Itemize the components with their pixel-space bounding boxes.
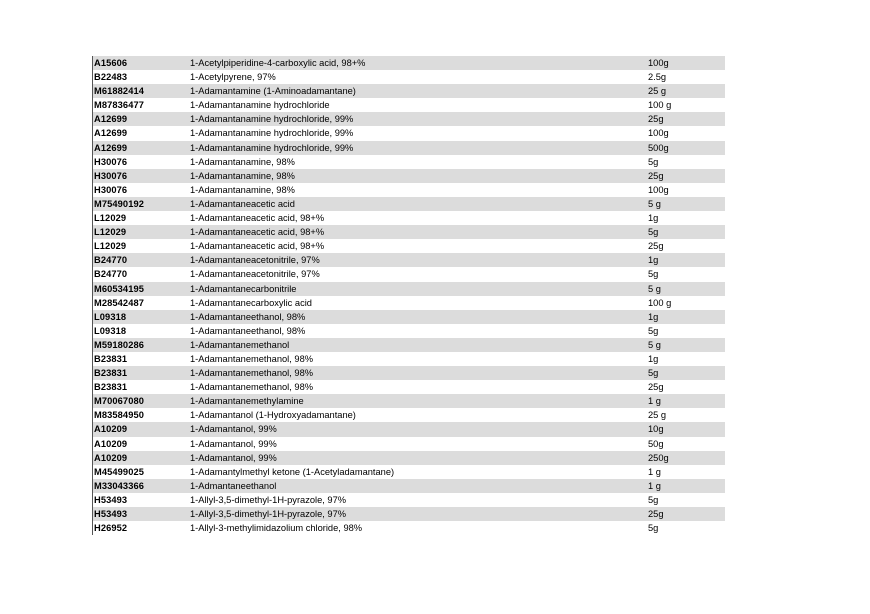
pack-size-cell: 100g bbox=[648, 58, 669, 68]
table-row bbox=[93, 352, 725, 366]
product-description-cell: 1-Adamantaneacetic acid, 98+% bbox=[190, 227, 325, 238]
product-code-cell: M60534195 bbox=[94, 283, 145, 294]
pack-size-cell: 1 g bbox=[648, 480, 661, 491]
pack-size-cell: 1 g bbox=[648, 396, 661, 407]
pack-size-cell: 1 g bbox=[648, 466, 661, 477]
product-code-cell: H30076 bbox=[94, 184, 128, 195]
table-row bbox=[93, 366, 725, 380]
product-code-cell: M83584950 bbox=[94, 410, 145, 421]
product-description-cell: 1-Adamantanemethanol, 98% bbox=[190, 368, 314, 379]
table-row bbox=[93, 324, 725, 338]
pack-size-cell: 5g bbox=[648, 325, 659, 336]
table-row bbox=[93, 338, 725, 352]
product-description-cell: 1-Adamantanamine, 98% bbox=[190, 170, 295, 181]
product-code-cell: B23831 bbox=[94, 368, 128, 379]
table-row bbox=[93, 56, 725, 70]
pack-size-cell: 1g bbox=[648, 311, 659, 322]
product-description-cell: 1-Adamantaneacetic acid, 98+% bbox=[190, 241, 325, 252]
table-row bbox=[93, 422, 725, 436]
product-table bbox=[92, 56, 725, 535]
pack-size-cell: 250g bbox=[648, 452, 669, 463]
table-row bbox=[93, 479, 725, 493]
pack-size-cell: 5g bbox=[648, 494, 659, 505]
product-code-cell: M87836477 bbox=[94, 100, 145, 111]
table-row bbox=[93, 155, 725, 169]
product-description-cell: 1-Adamantaneacetic acid, 98+% bbox=[190, 213, 325, 224]
table-row bbox=[93, 253, 725, 267]
table-row bbox=[93, 437, 725, 451]
product-description-cell: 1-Adamantanamine, 98% bbox=[190, 156, 295, 167]
table-row bbox=[93, 98, 725, 112]
table-row bbox=[93, 507, 725, 521]
table-row bbox=[93, 521, 725, 535]
pack-size-cell: 25g bbox=[648, 382, 664, 393]
pack-size-cell: 100 g bbox=[648, 100, 672, 111]
product-description-cell: 1-Adamantaneacetic acid bbox=[190, 198, 295, 209]
product-description-cell: 1-Adamantanemethanol, 98% bbox=[190, 353, 314, 364]
product-code-cell: M28542487 bbox=[94, 297, 145, 308]
product-description-cell: 1-Adamantanamine hydrochloride, 99% bbox=[190, 128, 354, 139]
table-row bbox=[93, 380, 725, 394]
product-description-cell: 1-Adamantanemethylamine bbox=[190, 396, 304, 407]
product-description-cell: 1-Acetylpiperidine-4-carboxylic acid, 98+% bbox=[190, 58, 366, 68]
table-row bbox=[93, 225, 725, 239]
pack-size-cell: 5 g bbox=[648, 283, 661, 294]
product-description-cell: 1-Adamantanecarboxylic acid bbox=[190, 297, 312, 308]
product-description-cell: 1-Adamantanemethanol bbox=[190, 339, 290, 350]
product-code-cell: A10209 bbox=[94, 438, 128, 449]
pack-size-cell: 5g bbox=[648, 368, 659, 379]
product-code-cell: M61882414 bbox=[94, 86, 145, 97]
product-description-cell: 1-Adamantylmethyl ketone (1-Acetyladamantane) bbox=[190, 466, 395, 477]
pack-size-cell: 1g bbox=[648, 255, 659, 266]
table-row bbox=[93, 169, 725, 183]
table-row bbox=[93, 408, 725, 422]
table-row bbox=[93, 112, 725, 126]
pack-size-cell: 25g bbox=[648, 241, 664, 252]
product-description-cell: 1-Adamantanol, 99% bbox=[190, 424, 277, 435]
pack-size-cell: 100g bbox=[648, 184, 669, 195]
product-description-cell: 1-Adamantanamine hydrochloride, 99% bbox=[190, 114, 354, 125]
product-description-cell: 1-Adamantanamine hydrochloride bbox=[190, 100, 330, 111]
product-description-cell: 1-Adamantanamine hydrochloride, 99% bbox=[190, 142, 354, 153]
product-code-cell: A10209 bbox=[94, 424, 128, 435]
product-description-cell: 1-Adamantamine (1-Aminoadamantane) bbox=[190, 86, 356, 97]
product-code-cell: L09318 bbox=[94, 325, 127, 336]
product-code-cell: A10209 bbox=[94, 452, 128, 463]
table-row bbox=[93, 84, 725, 98]
table-row bbox=[93, 126, 725, 140]
pack-size-cell: 100g bbox=[648, 128, 669, 139]
product-code-cell: H30076 bbox=[94, 156, 128, 167]
table-row bbox=[93, 296, 725, 310]
product-code-cell: M59180286 bbox=[94, 339, 145, 350]
table-row bbox=[93, 197, 725, 211]
pack-size-cell: 25g bbox=[648, 170, 664, 181]
product-code-cell: B23831 bbox=[94, 353, 128, 364]
table-row bbox=[93, 183, 725, 197]
product-description-cell: 1-Adamantanol, 99% bbox=[190, 438, 277, 449]
pack-size-cell: 5g bbox=[648, 156, 659, 167]
pack-size-cell: 100 g bbox=[648, 297, 672, 308]
pack-size-cell: 10g bbox=[648, 424, 664, 435]
pack-size-cell: 5 g bbox=[648, 198, 661, 209]
table-row bbox=[93, 310, 725, 324]
table-row bbox=[93, 282, 725, 296]
product-description-cell: 1-Adamantanol, 99% bbox=[190, 452, 277, 463]
product-code-cell: A12699 bbox=[94, 142, 128, 153]
product-description-cell: 1-Allyl-3,5-dimethyl-1H-pyrazole, 97% bbox=[190, 509, 347, 519]
pack-size-cell: 25 g bbox=[648, 86, 667, 97]
product-description-cell: 1-Adamantaneacetonitrile, 97% bbox=[190, 269, 320, 280]
table-row bbox=[93, 267, 725, 281]
pack-size-cell: 2.5g bbox=[648, 72, 667, 83]
product-description-cell: 1-Adamantanol (1-Hydroxyadamantane) bbox=[190, 410, 356, 421]
product-code-cell: M70067080 bbox=[94, 396, 145, 407]
product-code-cell: L12029 bbox=[94, 213, 127, 224]
product-description-cell: 1-Adamantaneethanol, 98% bbox=[190, 325, 306, 336]
product-code-cell: L09318 bbox=[94, 311, 127, 322]
product-code-cell: L12029 bbox=[94, 241, 127, 252]
pack-size-cell: 50g bbox=[648, 438, 664, 449]
product-code-cell: M75490192 bbox=[94, 198, 145, 209]
table-row bbox=[93, 493, 725, 507]
pack-size-cell: 5g bbox=[648, 523, 659, 534]
product-description-cell: 1-Adamantaneacetonitrile, 97% bbox=[190, 255, 320, 266]
pack-size-cell: 5 g bbox=[648, 339, 661, 350]
product-description-cell: 1-Allyl-3-methylimidazolium chloride, 98% bbox=[190, 523, 363, 534]
product-code-cell: B23831 bbox=[94, 382, 128, 393]
product-code-cell: B24770 bbox=[94, 255, 128, 266]
product-description-cell: 1-Adamantanemethanol, 98% bbox=[190, 382, 314, 393]
product-code-cell: H53493 bbox=[94, 494, 128, 505]
product-code-cell: B24770 bbox=[94, 269, 128, 280]
product-code-cell: A15606 bbox=[94, 58, 128, 68]
product-code-cell: A12699 bbox=[94, 128, 128, 139]
product-description-cell: 1-Adamantanamine, 98% bbox=[190, 184, 295, 195]
pack-size-cell: 1g bbox=[648, 213, 659, 224]
table-row bbox=[93, 451, 725, 465]
pack-size-cell: 25 g bbox=[648, 410, 667, 421]
product-description-cell: 1-Adamantaneethanol, 98% bbox=[190, 311, 306, 322]
pack-size-cell: 25g bbox=[648, 114, 664, 125]
table-row bbox=[93, 394, 725, 408]
product-code-cell: M33043366 bbox=[94, 480, 145, 491]
product-code-cell: H30076 bbox=[94, 170, 128, 181]
pack-size-cell: 1g bbox=[648, 353, 659, 364]
product-code-cell: M45499025 bbox=[94, 466, 145, 477]
pack-size-cell: 5g bbox=[648, 269, 659, 280]
product-description-cell: 1-Adamantanecarbonitrile bbox=[190, 283, 297, 294]
pack-size-cell: 25g bbox=[648, 509, 664, 519]
product-code-cell: L12029 bbox=[94, 227, 127, 238]
product-description-cell: 1-Allyl-3,5-dimethyl-1H-pyrazole, 97% bbox=[190, 494, 347, 505]
table-row bbox=[93, 465, 725, 479]
product-code-cell: B22483 bbox=[94, 72, 128, 83]
product-description-cell: 1-Admantaneethanol bbox=[190, 480, 277, 491]
product-code-cell: A12699 bbox=[94, 114, 128, 125]
pack-size-cell: 5g bbox=[648, 227, 659, 238]
product-code-cell: H26952 bbox=[94, 523, 128, 534]
table-row bbox=[93, 141, 725, 155]
pack-size-cell: 500g bbox=[648, 142, 669, 153]
product-code-cell: H53493 bbox=[94, 509, 128, 519]
product-description-cell: 1-Acetylpyrene, 97% bbox=[190, 72, 276, 83]
table-row bbox=[93, 70, 725, 84]
table-row bbox=[93, 239, 725, 253]
table-row bbox=[93, 211, 725, 225]
